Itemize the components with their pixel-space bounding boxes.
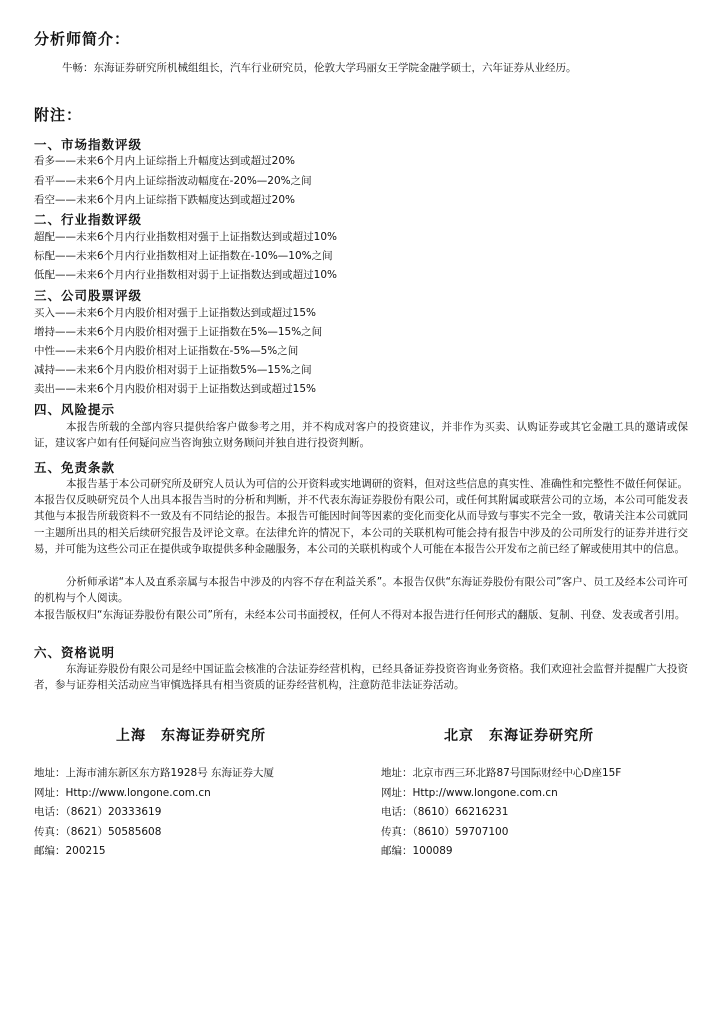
market-rating-heading: 一、市场指数评级 <box>34 137 143 152</box>
beijing-address: 地址：北京市西三环北路87号国际财经中心D座15F <box>381 767 622 779</box>
beijing-contact <box>381 764 621 862</box>
risk-text: 本报告所载的全部内容只提供给客户做参考之用，并不构成对客户的投资建议，并非作为买卖、认购证券或其它金融工具的邀请或保证，建议客户如有任何疑问应当咨询独立财务顾问并独自进行投资判断。 <box>34 421 688 450</box>
shanghai-website[interactable]: 网址：Http://www.longone.com.cn <box>34 786 211 799</box>
stock-rating-item: 中性——未来6个月内股价相对上证指数在-5%—5%之间 <box>34 345 299 357</box>
beijing-phone: 电话：（8610）66216231 <box>381 806 509 819</box>
beijing-postcode: 邮编：100089 <box>381 845 453 858</box>
stock-rating-item: 买入——未来6个月内股价相对强于上证指数达到或超过15% <box>34 307 317 319</box>
shanghai-address: 地址：上海市浦东新区东方路1928号 东海证券大厦 <box>34 767 275 779</box>
qualification-text: 东海证券股份有限公司是经中国证监会核准的合法证券经营机构，已经具备证券投资咨询业务资格。我们欢迎社会监督并提醒广大投资者，参与证券相关活动应当审慎选择具有相当资质的证券经营机构，注意防范非法证券活动。 <box>34 663 688 692</box>
analyst-bio: 牛畅：东海证券研究所机械组组长，汽车行业研究员，伦敦大学玛丽女王学院金融学硕士，六年证券从业经历。 <box>62 62 577 74</box>
stock-rating-item: 卖出——未来6个月内股价相对弱于上证指数达到或超过15% <box>34 383 317 395</box>
disclaimer-paragraph: 分析师承诺“本人及直系亲属与本报告中涉及的内容不存在利益关系”。本报告仅供“东海证券股份有限公司”客户、员工及经本公司许可的机构与个人阅读。 <box>34 576 688 605</box>
shanghai-postcode: 邮编：200215 <box>34 845 106 858</box>
industry-rating-heading: 二、行业指数评级 <box>34 212 143 227</box>
stock-rating-item: 增持——未来6个月内股价相对强于上证指数在5%—15%之间 <box>34 326 323 338</box>
disclaimer-paragraph: 本报告基于本公司研究所及研究人员认为可信的公开资料或实地调研的资料，但对这些信息的真实性、准确性和完整性不做任何保证。本报告仅反映研究员个人出具本报告当时的分析和判断，并不代表东海证券股份有限公司，或任何其附属或联营公司的立场，本公司可能发表其他与本报告所载资料不一致及有不同结论的报告。本报告可能因时间等因素的变化而变化从而导致与事实不完全一致，敬请关注本公司就同一主题所出具的相关后续研究报告及评论文章。在法律允许的情况下，本公司的关联机构可能会持有报告中涉及的公司所发行的证券并进行交易，并可能为这些公司正在提供或争取提供多种金融服务，本公司的关联机构或个人可能在本报告公开发布之前已经了解或使用其中的信息。 <box>34 478 688 555</box>
market-rating-item: 看多——未来6个月内上证综指上升幅度达到或超过20% <box>34 155 296 167</box>
industry-rating-item: 低配——未来6个月内行业指数相对弱于上证指数达到或超过10% <box>34 269 338 281</box>
industry-rating-item: 标配——未来6个月内行业指数相对上证指数在-10%—10%之间 <box>34 250 333 262</box>
analyst-heading: 分析师简介： <box>34 30 131 48</box>
beijing-fax: 传真：（8610）59707100 <box>381 825 509 838</box>
shanghai-office-title: 上海 东海证券研究所 <box>116 728 266 744</box>
qualification-heading: 六、资格说明 <box>34 645 116 660</box>
shanghai-contact <box>34 764 274 862</box>
stock-rating-item: 减持——未来6个月内股价相对弱于上证指数5%—15%之间 <box>34 364 312 376</box>
risk-heading: 四、风险提示 <box>34 402 116 417</box>
market-rating-item: 看空——未来6个月内上证综指下跌幅度达到或超过20% <box>34 194 296 206</box>
shanghai-fax: 传真：（8621）50585608 <box>34 825 162 838</box>
notes-heading: 附注： <box>34 106 83 124</box>
shanghai-phone: 电话：（8621）20333619 <box>34 806 162 819</box>
disclaimer-heading: 五、免责条款 <box>34 460 116 475</box>
market-rating-item: 看平——未来6个月内上证综指波动幅度在-20%—20%之间 <box>34 175 312 187</box>
stock-rating-heading: 三、公司股票评级 <box>34 288 143 303</box>
beijing-website[interactable]: 网址：Http://www.longone.com.cn <box>381 786 558 799</box>
disclaimer-paragraph: 本报告版权归“东海证券股份有限公司”所有，未经本公司书面授权，任何人不得对本报告进行任何形式的翻版、复制、刊登、发表或者引用。 <box>34 609 686 621</box>
beijing-office-title: 北京 东海证券研究所 <box>444 728 594 744</box>
industry-rating-item: 超配——未来6个月内行业指数相对强于上证指数达到或超过10% <box>34 231 338 243</box>
